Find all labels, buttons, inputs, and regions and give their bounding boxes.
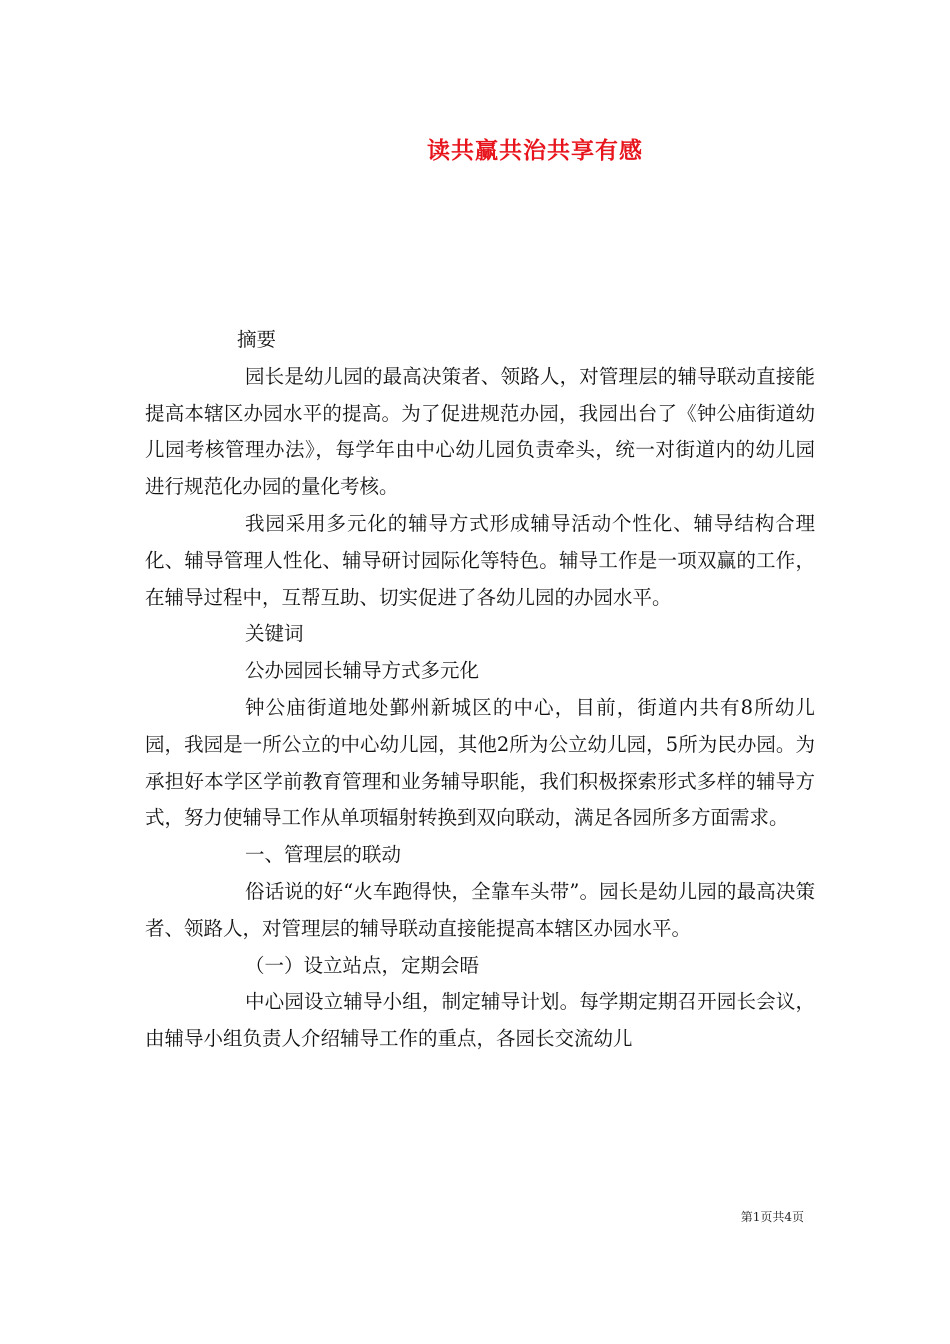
paragraph-intro: 钟公庙街道地处鄞州新城区的中心，目前，街道内共有8所幼儿园，我园是一所公立的中心幼儿园，其他2所为公立幼儿园，5所为民办园。为承担好本学区学前教育管理和业务辅导职能，我们积极探索形式多样的辅导方式，努力使辅导工作从单项辐射转换到双向联动，满足各园所多方面需求。 bbox=[145, 695, 815, 830]
keywords-text: 公办园园长辅导方式多元化 bbox=[245, 659, 480, 683]
document-body bbox=[145, 322, 815, 1058]
page-footer: 第1页共4页 bbox=[740, 1210, 804, 1224]
paragraph-abstract-2: 我园采用多元化的辅导方式形成辅导活动个性化、辅导结构合理化、辅导管理人性化、辅导研讨园际化等特色。辅导工作是一项双赢的工作，在辅导过程中，互帮互助、切实促进了各幼儿园的办园水平。 bbox=[145, 511, 815, 609]
paragraph-abstract-1: 园长是幼儿园的最高决策者、领路人，对管理层的辅导联动直接能提高本辖区办园水平的提高。为了促进规范办园，我园出台了《钟公庙街道幼儿园考核管理办法》，每学年由中心幼儿园负责牵头，统一对街道内的幼儿园进行规范化办园的量化考核。 bbox=[145, 364, 815, 499]
paragraph-subsection-1: 中心园设立辅导小组，制定辅导计划。每学期定期召开园长会议，由辅导小组负责人介绍辅导工作的重点，各园长交流幼儿 bbox=[145, 990, 815, 1051]
subsection-heading-1: （一）设立站点，定期会晤 bbox=[245, 953, 480, 977]
abstract-label: 摘要 bbox=[237, 328, 277, 351]
paragraph-section-1: 俗话说的好“火车跑得快，全靠车头带”。园长是幼儿园的最高决策者、领路人，对管理层的辅导联动直接能提高本辖区办园水平。 bbox=[145, 879, 815, 940]
keywords-label: 关键词 bbox=[245, 622, 304, 646]
section-heading-1: 一、管理层的联动 bbox=[245, 843, 402, 867]
document-title: 读共赢共治共享有感 bbox=[427, 137, 643, 164]
